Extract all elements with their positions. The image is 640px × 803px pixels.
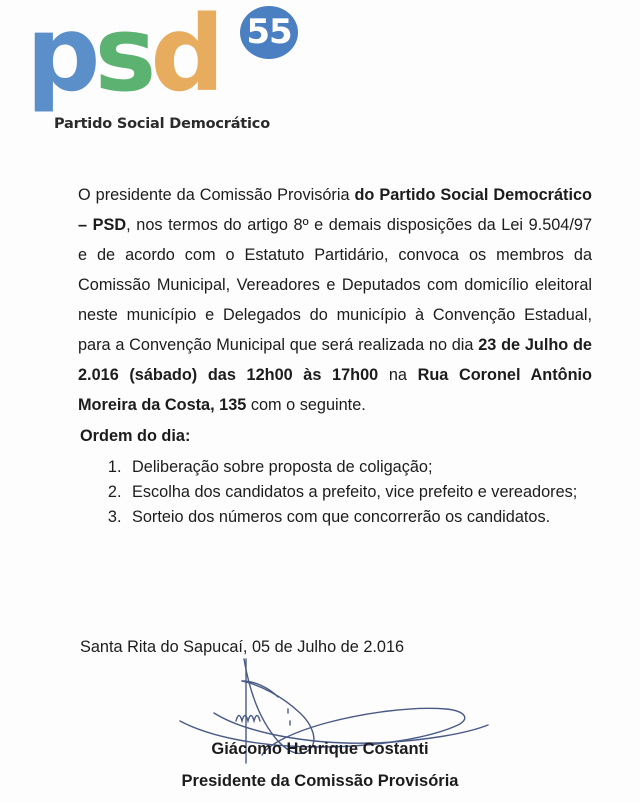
logo-wordmark	[26, 0, 219, 115]
paragraph-run-2-bold: do Partido Social Democrático – PSD	[78, 186, 592, 234]
paragraph-run-7: com o seguinte.	[246, 396, 366, 414]
convocation-paragraph	[78, 180, 592, 420]
paragraph-run-6-bold: Rua Coronel Antônio Moreira da Costa, 135	[78, 366, 592, 414]
logo-letter-s: s	[94, 0, 151, 115]
logo-subtitle: Partido Social Democrático	[54, 116, 270, 132]
list-item: 2. Escolha dos candidatos a prefeito, vice prefeito e vereadores;	[126, 480, 626, 505]
agenda-list	[96, 455, 626, 530]
logo-letter-d: d	[150, 0, 219, 115]
paragraph-run-5: na	[378, 366, 418, 384]
logo-letter-p: p	[26, 0, 95, 115]
psd-logo	[18, 2, 318, 142]
list-item: 1. Deliberação sobre proposta de coligação;	[126, 455, 626, 480]
signer-name: Giácomo Henrique Costanti	[211, 740, 429, 758]
paragraph-run-4-bold: 23 de Julho de 2.016 (sábado) das 12h00 às 17h00	[78, 336, 592, 384]
logo-mark	[18, 2, 308, 114]
list-item: 3. Sorteio dos números com que concorrerão os candidatos.	[126, 505, 626, 530]
signer-role: Presidente da Comissão Provisória	[181, 772, 459, 790]
paragraph-run-1: O presidente da Comissão Provisória	[78, 186, 355, 204]
party-number-badge: 55	[240, 6, 298, 59]
paragraph-run-3: , nos termos do artigo 8º e demais disposições da Lei 9.504/97 e de acordo com o Estatuto Partidário, convoca os membros da Comissão Municipal, Vereadores e Deputados com domicílio eleitoral neste município e Delegados do município à Convenção Estadual, para a Convenção Municipal que será realizada no dia	[78, 216, 592, 354]
agenda-heading: Ordem do dia:	[80, 427, 191, 445]
place-and-date: Santa Rita do Sapucaí, 05 de Julho de 2.016	[80, 638, 405, 656]
